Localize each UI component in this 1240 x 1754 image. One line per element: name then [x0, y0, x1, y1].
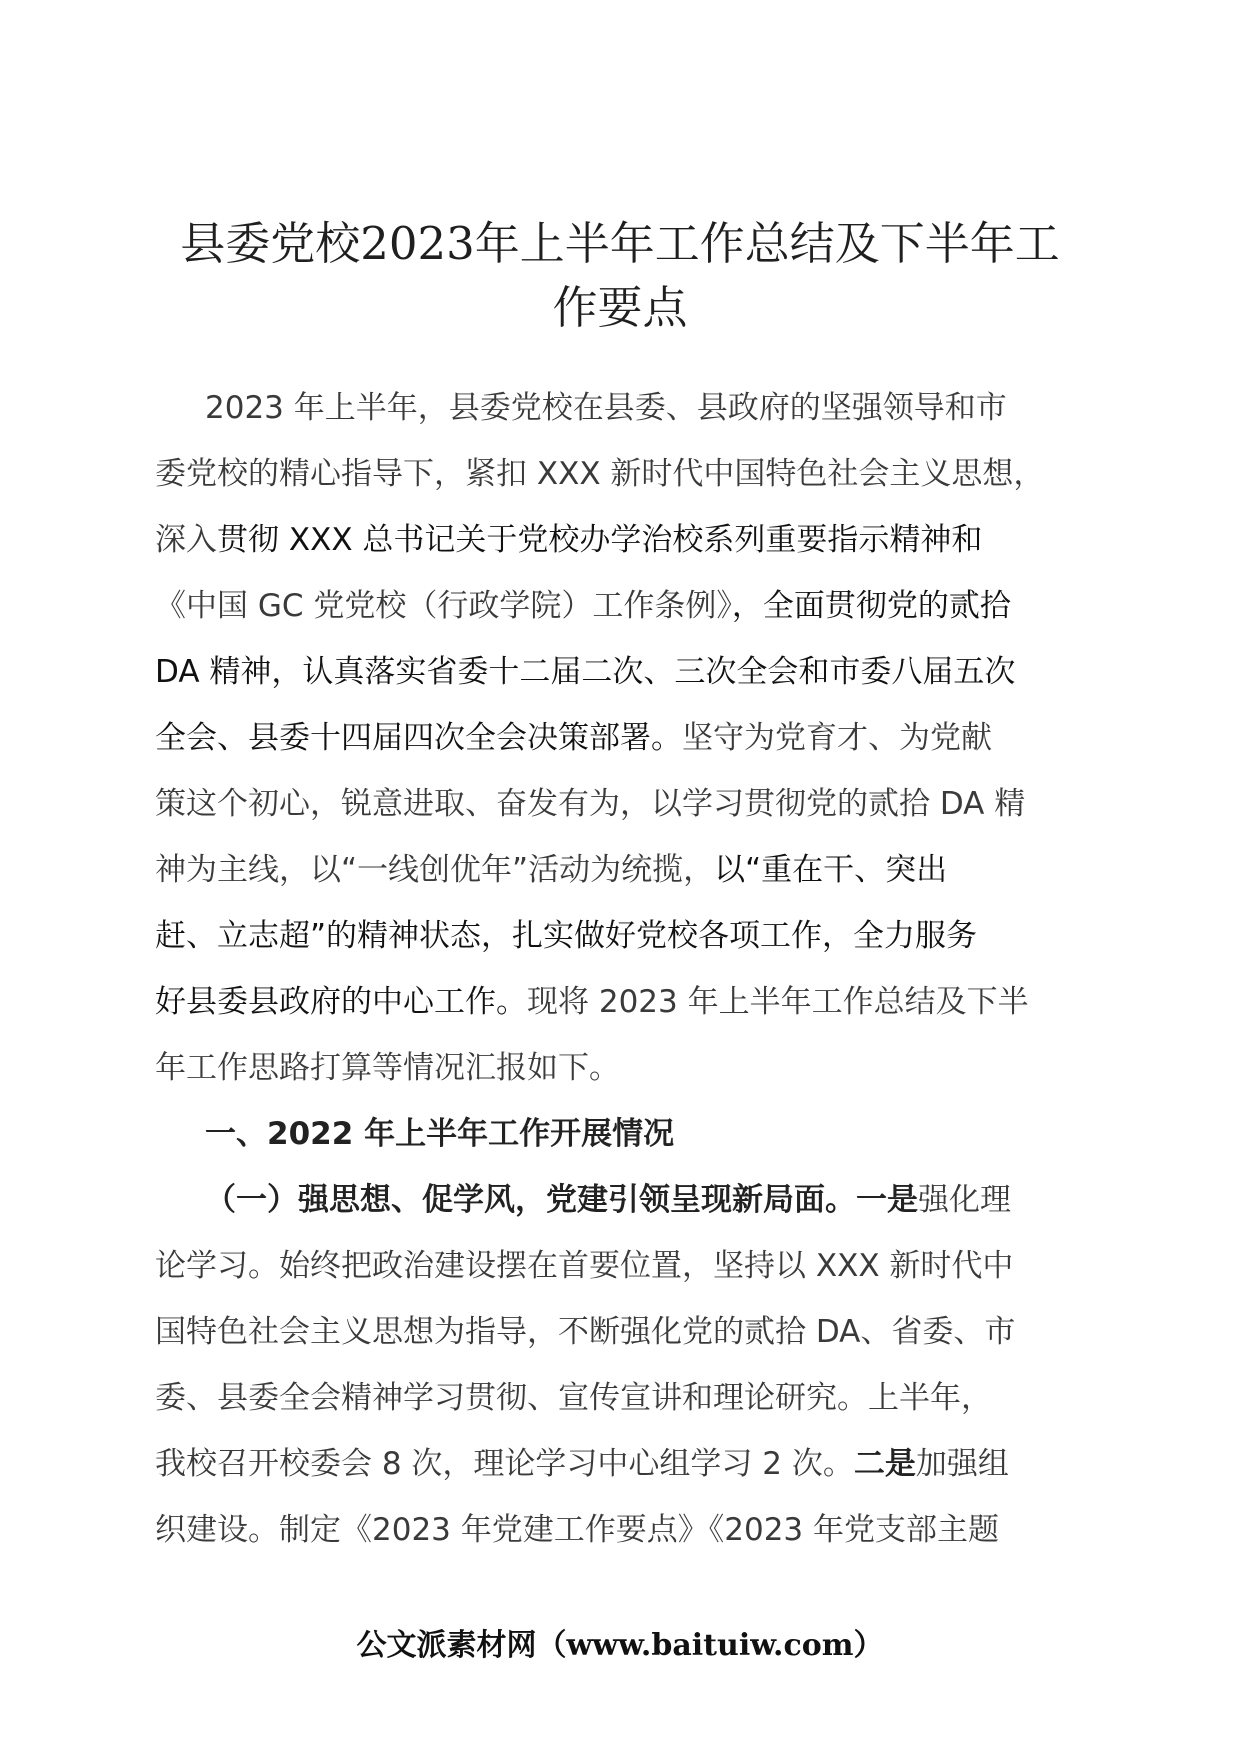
para1-text: 加强组	[915, 1446, 1009, 1482]
title-line-1: 县委党校2023年上半年工作总结及下半年工	[180, 217, 1060, 270]
intro-line-3	[155, 507, 1105, 573]
intro-line-11: 年工作思路打算等情况汇报如下。	[155, 1050, 620, 1086]
intro-text: 贯彻 XXX 总书记关于党校办学治校系列重要指示精神和	[217, 522, 983, 558]
para1-line-6: 织建设。制定《2023 年党建工作要点》《2023 年党支部主题	[155, 1512, 999, 1548]
intro-text: 以“重在干、突出	[714, 852, 948, 888]
para1-line-2: 论学习。始终把政治建设摆在首要位置，坚持以 XXX 新时代中	[155, 1248, 1014, 1284]
section-heading: 一、2022 年上半年工作开展情况	[205, 1116, 675, 1152]
document-title	[140, 212, 1100, 340]
footer-watermark: 公文派素材网（www.baituiw.com）	[356, 1628, 884, 1663]
point-marker: 一是	[856, 1182, 918, 1218]
intro-line-7: 策这个初心，锐意进取、奋发有为，以学习贯彻党的贰拾 DA 精	[155, 786, 1026, 822]
point-marker: 二是	[853, 1446, 916, 1482]
title-line-2: 作要点	[552, 281, 688, 334]
intro-line-4	[155, 573, 1105, 639]
intro-text: 全会、县委十四届四次全会决策部署。	[155, 720, 682, 756]
intro-text: 现将 2023 年上半年工作总结及下半	[527, 984, 1029, 1020]
intro-line-2: 委党校的精心指导下，紧扣 XXX 新时代中国特色社会主义思想，	[155, 456, 1045, 492]
document-body	[155, 375, 1105, 1563]
intro-text: 坚守为党育才、为党献	[682, 720, 992, 756]
para1-line-1	[155, 1167, 1105, 1233]
para1-line-3: 国特色社会主义思想为指导，不断强化党的贰拾 DA、省委、市	[155, 1314, 1016, 1350]
intro-line-6	[155, 705, 1105, 771]
para1-line-5	[155, 1431, 1105, 1497]
para1-text: 我校召开校委会 8 次，理论学习中心组学习 2 次。	[155, 1446, 854, 1482]
intro-text: 神为主线，以“一线创优年”活动为统揽，	[155, 852, 715, 888]
para1-line-4: 委、县委全会精神学习贯彻、宣传宣讲和理论研究。上半年，	[155, 1380, 992, 1416]
intro-line-8	[155, 837, 1105, 903]
intro-line-10	[155, 969, 1105, 1035]
intro-text: 深入	[155, 522, 217, 558]
intro-text: 《中国 GC 党党校（行政学院）工作条例》	[155, 588, 732, 624]
intro-line-5: DA 精神，认真落实省委十二届二次、三次全会和市委八届五次	[155, 654, 1016, 690]
intro-line-9: 赶、立志超”的精神状态，扎实做好党校各项工作，全力服务	[155, 918, 978, 954]
subsection-heading: （一）强思想、促学风，党建引领呈现新局面。	[205, 1182, 856, 1218]
para1-text: 强化理	[918, 1182, 1011, 1218]
intro-text: ，全面贯彻党的贰拾	[731, 588, 1011, 624]
intro-text: 好县委县政府的中心工作。	[155, 984, 527, 1020]
intro-line-1: 2023 年上半年，县委党校在县委、县政府的坚强领导和市	[205, 390, 1007, 426]
